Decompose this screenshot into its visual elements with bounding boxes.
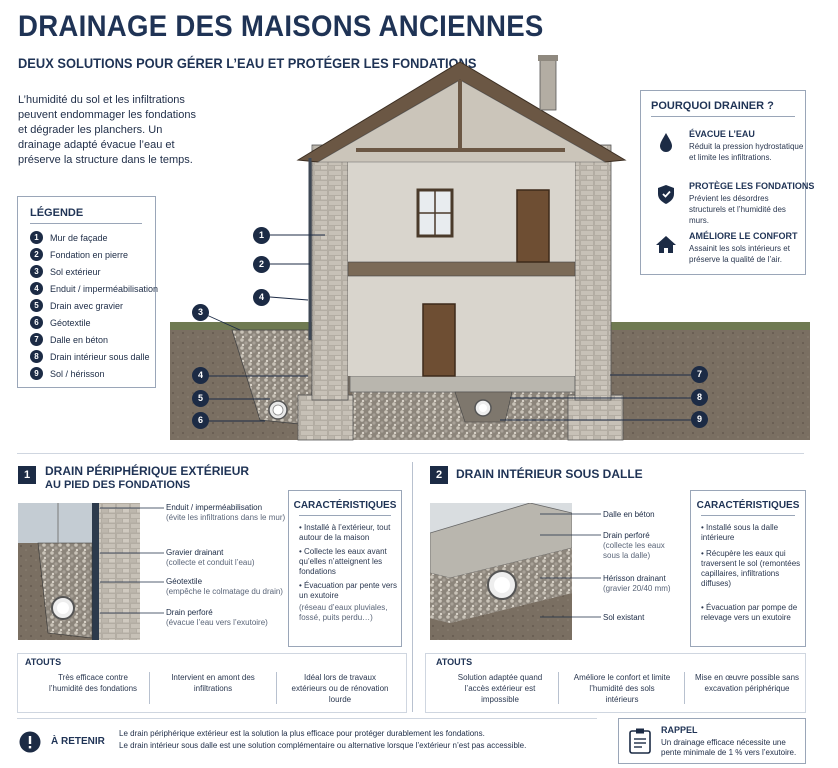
why-item-title: ÉVACUE L’EAU — [689, 129, 755, 139]
legend-item — [30, 367, 105, 380]
atout-divider — [276, 672, 277, 704]
why-drain-panel — [640, 90, 815, 275]
section-1-title: DRAIN PÉRIPHÉRIQUE EXTÉRIEUR — [45, 464, 250, 478]
section-2-atouts — [425, 653, 806, 713]
characteristic-item: • Collecte les eaux avant qu’elles n’atteignent les fondations — [299, 547, 387, 576]
section-1-atouts — [17, 653, 407, 713]
page-title: DRAINAGE DES MAISONS ANCIENNES — [18, 10, 544, 43]
section-divider — [17, 453, 804, 454]
atouts-heading: ATOUTS — [436, 657, 473, 667]
legend-panel — [17, 196, 159, 388]
callout-name: Sol existant — [603, 613, 645, 622]
callout-name: Drain perforé — [603, 531, 650, 540]
section-2-leader-lines — [540, 510, 602, 622]
marker-5: 5 — [192, 390, 209, 407]
marker-9: 9 — [691, 411, 708, 428]
marker-7: 7 — [691, 366, 708, 383]
exclamation-icon — [19, 731, 41, 753]
section-2-title: DRAIN INTÉRIEUR SOUS DALLE — [456, 467, 643, 481]
atout-divider — [558, 672, 559, 704]
legend-item — [30, 350, 150, 363]
callout-enduit — [166, 503, 285, 523]
callout-name: Drain perforé — [166, 608, 213, 617]
why-item-desc: Prévient les désordres structurels et l’humidité des murs. — [689, 194, 786, 225]
atout-item: Idéal lors de travaux extérieurs ou de rénovation lourde — [291, 673, 389, 704]
callout-name: Enduit / imperméabilisation — [166, 503, 263, 512]
why-item-desc: Réduit la pression hydrostatique et limite les infiltrations. — [689, 142, 804, 162]
callout-gravier — [166, 548, 255, 568]
section-1-number: 1 — [18, 466, 36, 484]
water-drop-icon — [655, 131, 677, 153]
characteristic-note: (réseau d’eaux pluviales, fossé, puits perdu…) — [299, 603, 388, 622]
characteristic-item: • Évacuation par pompe de relevage vers un exutoire — [701, 603, 798, 622]
marker-4-top: 4 — [253, 289, 270, 306]
legend-item — [30, 299, 123, 312]
characteristic-item: • Évacuation par pente vers un exutoire — [299, 581, 397, 600]
legend-number: 6 — [30, 316, 43, 329]
callout-drain-perfore — [166, 608, 268, 628]
section-2-number: 2 — [430, 466, 448, 484]
legend-divider — [30, 223, 142, 224]
legend-label: Enduit / imperméabilisation — [50, 283, 159, 294]
legend-label: Drain avec gravier — [50, 300, 124, 311]
atouts-heading: ATOUTS — [25, 657, 62, 667]
legend-item — [30, 265, 101, 278]
why-item-title: AMÉLIORE LE CONFORT — [689, 231, 798, 241]
callout-dalle — [603, 510, 655, 520]
legend-number: 8 — [30, 350, 43, 363]
legend-item — [30, 248, 128, 261]
marker-4: 4 — [192, 367, 209, 384]
legend-label: Sol / hérisson — [50, 368, 105, 379]
legend-number: 2 — [30, 248, 43, 261]
atout-item: Intervient en amont des infiltrations — [171, 673, 255, 693]
legend-number: 7 — [30, 333, 43, 346]
callout-geotextile — [166, 577, 283, 597]
legend-label: Dalle en béton — [50, 334, 109, 345]
callout-note: (collecte les eaux sous la dalle) — [603, 541, 665, 560]
intro-text: L’humidité du sol et les infiltrations peuvent endommager les fondations et dégrader les planchers. Un drainage adapté évacue l’eau et préserve la structure dans le temps. — [18, 94, 196, 166]
legend-label: Sol extérieur — [50, 266, 101, 277]
callout-name: Dalle en béton — [603, 510, 655, 519]
legend-item — [30, 282, 158, 295]
house-icon — [655, 233, 677, 255]
callout-note: (collecte et conduit l’eau) — [166, 558, 255, 567]
callout-herisson — [603, 574, 671, 594]
marker-3: 3 — [192, 304, 209, 321]
atout-divider — [149, 672, 150, 704]
atout-item: Solution adaptée quand l’accès extérieur est impossible — [457, 673, 543, 704]
retenir-line-1: Le drain périphérique extérieur est la solution la plus efficace pour protéger durablement les fondations. — [119, 729, 485, 738]
retenir-line-2: Le drain intérieur sous dalle est une solution complémentaire ou alternative lorsque l’extérieur n’est pas accessible. — [119, 741, 527, 750]
why-item-desc: Assainit les sols intérieurs et préserve la qualité de l’air. — [689, 244, 790, 264]
legend-number: 4 — [30, 282, 43, 295]
section-vertical-divider — [412, 462, 413, 712]
characteristics-divider — [701, 515, 795, 516]
legend-label: Fondation en pierre — [50, 249, 129, 260]
legend-item — [30, 316, 91, 329]
retenir-label: À RETENIR — [51, 736, 105, 747]
legend-number: 3 — [30, 265, 43, 278]
marker-2: 2 — [253, 256, 270, 273]
shield-icon — [655, 183, 677, 205]
callout-note: (empêche le colmatage du drain) — [166, 587, 283, 596]
characteristic-item: • Installé à l’extérieur, tout autour de la maison — [299, 523, 391, 542]
legend-label: Mur de façade — [50, 232, 108, 243]
marker-8: 8 — [691, 389, 708, 406]
callout-name: Gravier drainant — [166, 548, 224, 557]
characteristic-item: • Récupère les eaux qui traversent le sol (remontées capillaires, infiltrations diffuses) — [701, 549, 801, 588]
callout-sol-existant — [603, 613, 644, 623]
legend-label: Géotextile — [50, 317, 91, 328]
why-item-title: PROTÈGE LES FONDATIONS — [689, 181, 815, 191]
callout-name: Hérisson drainant — [603, 574, 666, 583]
why-divider — [651, 116, 795, 117]
characteristics-heading: CARACTÉRISTIQUES — [696, 500, 800, 511]
key-takeaway — [17, 718, 597, 763]
legend-number: 9 — [30, 367, 43, 380]
rappel-label: RAPPEL — [661, 725, 698, 735]
legend-heading: LÉGENDE — [30, 207, 84, 219]
section-2-characteristics — [690, 490, 806, 647]
callout-note: (évacue l’eau vers l’exutoire) — [166, 618, 268, 627]
atout-divider — [684, 672, 685, 704]
legend-number: 1 — [30, 231, 43, 244]
section-1-characteristics — [288, 490, 402, 647]
callout-note: (gravier 20/40 mm) — [603, 584, 671, 593]
legend-label: Drain intérieur sous dalle — [50, 351, 150, 362]
callout-note: (évite les infiltrations dans le mur) — [166, 513, 286, 522]
marker-1: 1 — [253, 227, 270, 244]
atout-item: Améliore le confort et limite l’humidité des sols intérieurs — [573, 673, 671, 704]
characteristics-heading: CARACTÉRISTIQUES — [293, 500, 397, 511]
atout-item: Très efficace contre l’humidité des fondations — [48, 673, 138, 693]
section-1-leader-lines — [100, 505, 166, 620]
reminder-box — [618, 718, 806, 764]
marker-6: 6 — [192, 412, 209, 429]
page-subtitle: DEUX SOLUTIONS POUR GÉRER L’EAU ET PROTÉGER LES FONDATIONS — [18, 55, 477, 71]
rappel-text: Un drainage efficace nécessite une pente minimale de 1 % vers l’exutoire. — [661, 738, 797, 757]
characteristics-divider — [299, 515, 391, 516]
atout-item: Mise en œuvre possible sans excavation périphérique — [694, 673, 800, 693]
callout-drain-perfore-2 — [603, 531, 673, 561]
why-heading: POURQUOI DRAINER ? — [651, 100, 774, 112]
section-1-subtitle: AU PIED DES FONDATIONS — [45, 479, 191, 491]
callout-name: Géotextile — [166, 577, 203, 586]
clipboard-icon — [629, 728, 651, 754]
characteristic-item: • Installé sous la dalle intérieure — [701, 523, 779, 542]
legend-item — [30, 231, 108, 244]
legend-number: 5 — [30, 299, 43, 312]
legend-item — [30, 333, 108, 346]
